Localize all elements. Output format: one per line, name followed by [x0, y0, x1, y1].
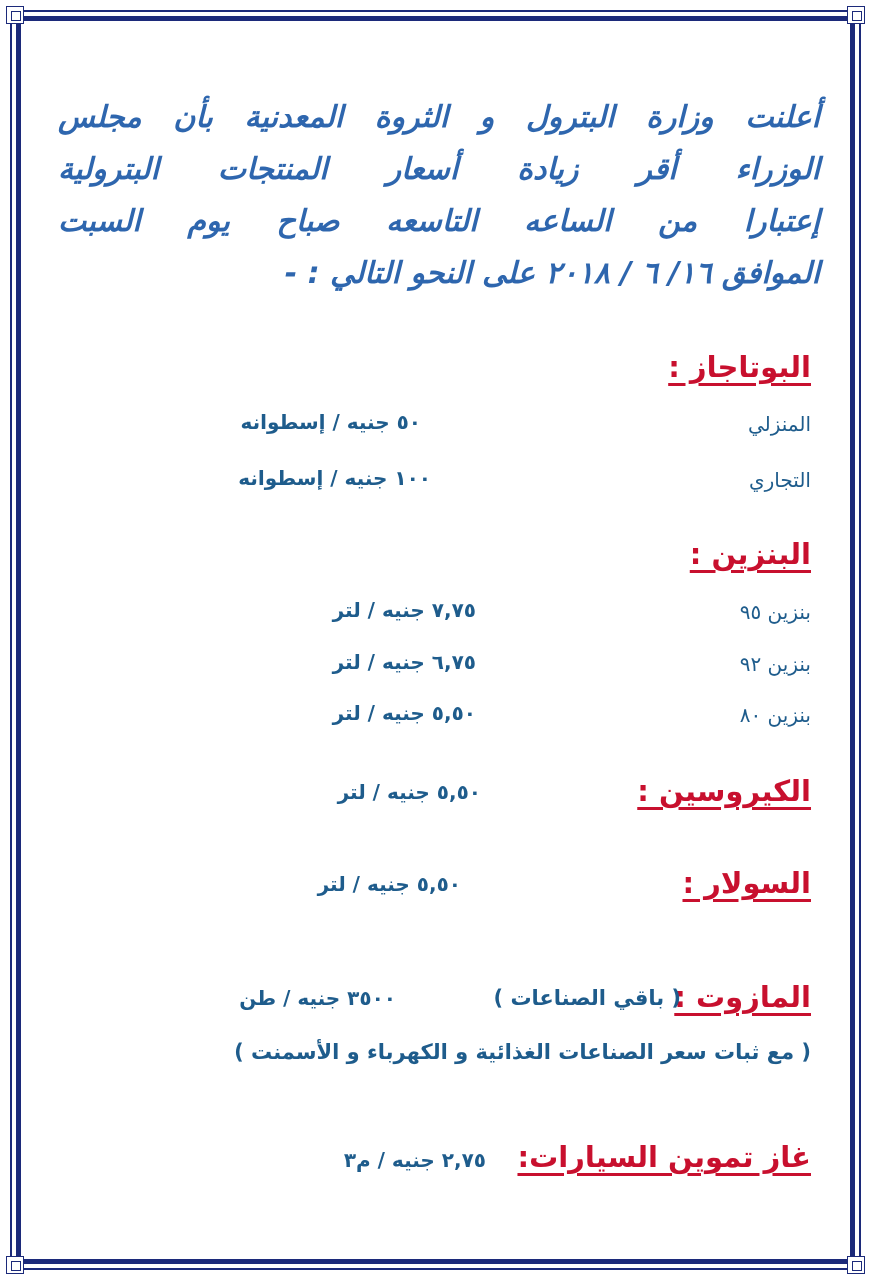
benzine-92-price: ٦,٧٥ جنيه / لتر — [332, 650, 476, 674]
butagas-commercial-label: التجاري — [748, 468, 811, 492]
mazout-price: ٣٥٠٠ جنيه / طن — [239, 986, 396, 1010]
benzine-80-price: ٥,٥٠ جنيه / لتر — [332, 701, 476, 725]
butagas-household-label: المنزلي — [747, 412, 811, 436]
butagas-commercial-price: ١٠٠ جنيه / إسطوانه — [238, 466, 431, 490]
announcement-line-4: الموافق ١٦/ ٦ / ٢٠١٨ على النحو التالي : - — [284, 256, 820, 291]
benzine-heading: البنزين : — [689, 537, 811, 571]
kerosene-heading: الكيروسين : — [637, 774, 811, 808]
corner-ornament-top-left — [6, 6, 24, 24]
mazout-note: ( مع ثبات سعر الصناعات الغذائية و الكهرباء و الأسمنت ) — [234, 1040, 811, 1064]
benzine-95-price: ٧,٧٥ جنيه / لتر — [332, 598, 476, 622]
mazout-heading: المازوت : — [674, 980, 811, 1014]
announcement-line-2: الوزراء أقر زيادة أسعار المنتجات البترولية — [58, 152, 820, 187]
benzine-92-label: بنزين ٩٢ — [739, 652, 811, 676]
announcement-line-1: أعلنت وزارة البترول و الثروة المعدنية بأن مجلس — [58, 100, 820, 135]
car-gas-price: ٢,٧٥ جنيه / م٣ — [343, 1148, 486, 1172]
kerosene-price: ٥,٥٠ جنيه / لتر — [337, 780, 481, 804]
corner-ornament-bottom-right — [847, 1256, 865, 1274]
solar-heading: السولار : — [682, 866, 811, 900]
butagas-household-price: ٥٠ جنيه / إسطوانه — [240, 410, 421, 434]
mazout-qualifier: ( باقي الصناعات ) — [493, 986, 681, 1010]
butagas-heading: البوتاجاز : — [668, 350, 811, 384]
benzine-95-label: بنزين ٩٥ — [739, 600, 811, 624]
solar-price: ٥,٥٠ جنيه / لتر — [317, 872, 461, 896]
announcement-paragraph — [58, 92, 820, 300]
corner-ornament-top-right — [847, 6, 865, 24]
announcement-line-3: إعتبارا من الساعه التاسعه صباح يوم السبت — [58, 204, 820, 239]
benzine-80-label: بنزين ٨٠ — [739, 703, 811, 727]
corner-ornament-bottom-left — [6, 1256, 24, 1274]
car-gas-heading: غاز تموين السيارات: — [517, 1140, 811, 1174]
